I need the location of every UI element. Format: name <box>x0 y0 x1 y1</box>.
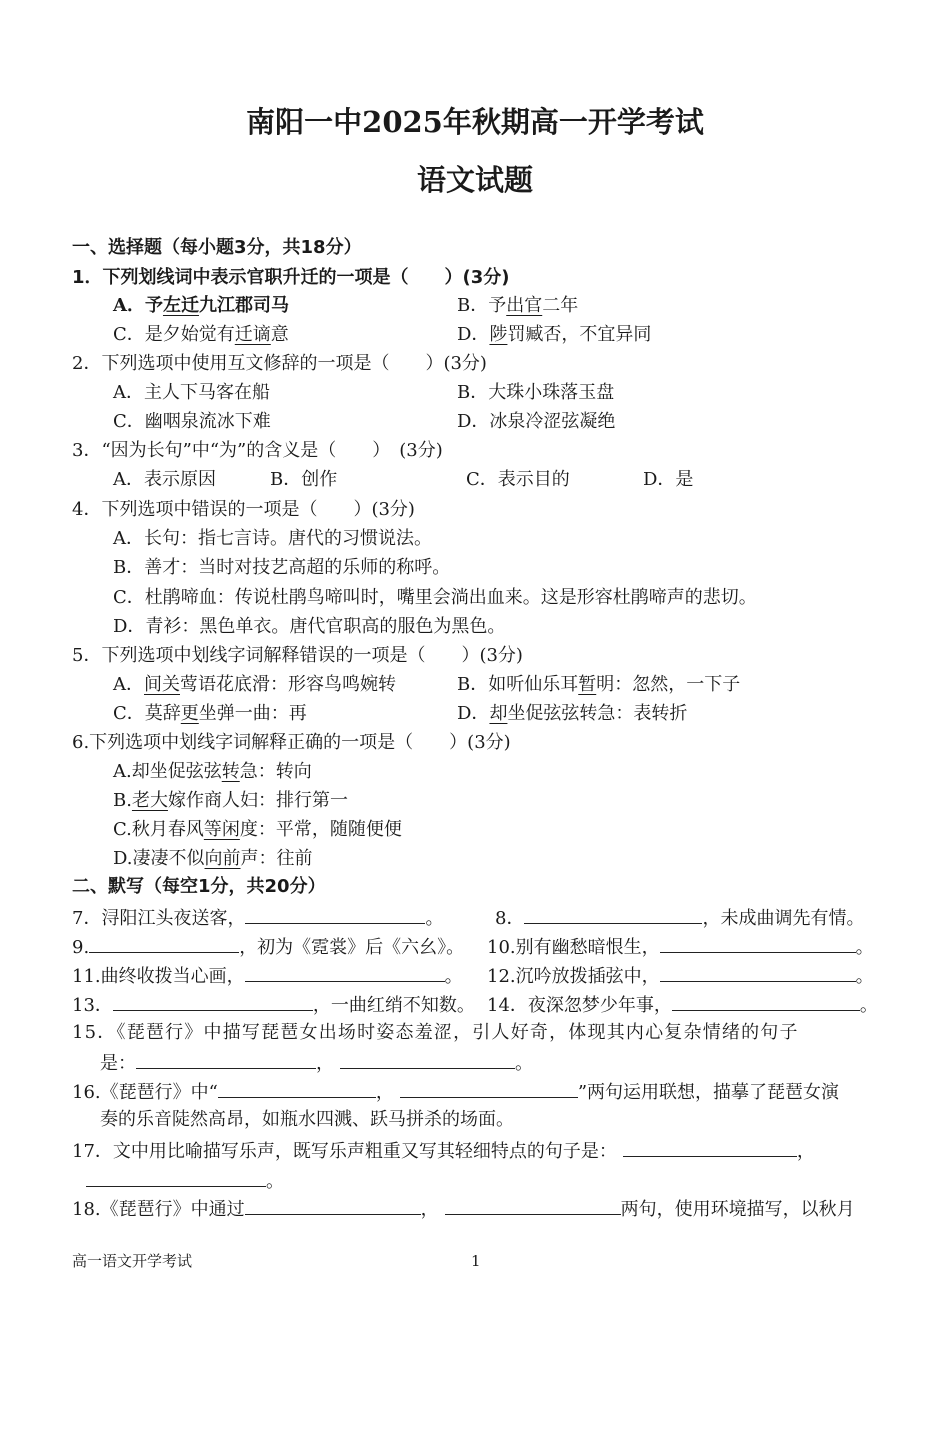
question-1-option-d: D．陟罚臧否，不宜异同 <box>457 324 652 345</box>
answer-blank[interactable] <box>113 992 313 1011</box>
question-4-option-b: B．善才：当时对技艺高超的乐师的称呼。 <box>113 557 451 578</box>
answer-blank[interactable] <box>89 934 239 953</box>
question-16-continued: 奏的乐音陡然高昂，如瓶水四溅、跃马拼杀的场面。 <box>100 1109 514 1130</box>
question-5-option-d: D．却坐促弦弦转急：表转折 <box>457 703 688 724</box>
answer-blank[interactable] <box>218 1079 376 1098</box>
question-10: 10.别有幽愁暗恨生， 。 <box>487 934 874 960</box>
question-3-option-b: B．创作 <box>270 469 338 490</box>
answer-blank[interactable] <box>245 1196 421 1215</box>
question-16: 16.《琵琶行》中“ ， ”两句运用联想，描摹了琵琶女演 <box>72 1079 839 1105</box>
question-1-option-b: B．予出官二年 <box>457 295 579 316</box>
section-heading-dictation: 二、默写（每空1分，共20分） <box>72 876 326 897</box>
question-5-stem: 5．下列选项中划线字词解释错误的一项是（ ）(3分) <box>72 645 523 666</box>
answer-blank[interactable] <box>136 1050 316 1069</box>
answer-blank[interactable] <box>445 1196 621 1215</box>
question-6-option-c: C.秋月春风等闲度：平常，随随便便 <box>113 819 402 840</box>
question-4-stem: 4．下列选项中错误的一项是（ ）(3分) <box>72 499 415 520</box>
answer-blank[interactable] <box>245 963 445 982</box>
question-3-stem: 3．“因为长句”中“为”的含义是（ ） (3分) <box>72 440 443 461</box>
section-heading-choice: 一、选择题（每小题3分，共18分） <box>72 237 362 258</box>
question-4-option-c: C．杜鹃啼血：传说杜鹃鸟啼叫时，嘴里会淌出血来。这是形容杜鹃啼声的悲切。 <box>113 587 757 608</box>
question-6-option-a: A.却坐促弦弦转急：转向 <box>113 761 312 782</box>
question-6-stem: 6.下列选项中划线字词解释正确的一项是（ ）(3分) <box>72 732 511 753</box>
question-17-continued: 。 <box>86 1168 284 1194</box>
answer-blank[interactable] <box>660 934 856 953</box>
answer-blank[interactable] <box>245 905 425 924</box>
answer-blank[interactable] <box>86 1168 266 1187</box>
question-12: 12.沉吟放拨插弦中， 。 <box>487 963 874 989</box>
question-5-option-c: C．莫辞更坐弹一曲：再 <box>113 703 307 724</box>
question-1-option-c: C．是夕始觉有迁谪意 <box>113 324 289 345</box>
question-2-option-b: B．大珠小珠落玉盘 <box>457 382 615 403</box>
question-2-option-c: C．幽咽泉流冰下难 <box>113 411 271 432</box>
answer-blank[interactable] <box>524 905 702 924</box>
question-13: 13． ，一曲红绡不知数。 <box>72 992 475 1018</box>
answer-blank[interactable] <box>340 1050 515 1069</box>
question-6-option-d: D.凄凄不似向前声：往前 <box>113 848 313 869</box>
answer-blank[interactable] <box>660 963 856 982</box>
question-3-option-a: A．表示原因 <box>113 469 216 490</box>
answer-blank[interactable] <box>623 1138 797 1157</box>
question-7: 7．浔阳江头夜送客， 。 <box>72 905 443 931</box>
question-15-text: 15．《琵琶行》中描写琵琶女出场时姿态羞涩，引人好奇，体现其内心复杂情绪的句子 <box>72 1022 799 1043</box>
question-18: 18.《琵琶行》中通过 ， 两句，使用环境描写，以秋月 <box>72 1196 855 1222</box>
question-2-option-a: A．主人下马客在船 <box>113 382 270 403</box>
question-5-option-b: B．如听仙乐耳暂明：忽然，一下子 <box>457 674 741 695</box>
question-3-option-c: C．表示目的 <box>466 469 570 490</box>
question-3-option-d: D．是 <box>643 469 694 490</box>
footer-exam-name: 高一语文开学考试 <box>72 1252 193 1270</box>
question-8: 8． ，未成曲调先有情。 <box>495 905 864 931</box>
question-5-option-a: A．间关莺语花底滑：形容鸟鸣婉转 <box>113 674 396 695</box>
question-4-option-d: D．青衫：黑色单衣。唐代官职高的服色为黑色。 <box>113 616 506 637</box>
question-17: 17．文中用比喻描写乐声，既写乐声粗重又写其轻细特点的句子是： ， <box>72 1138 815 1164</box>
answer-blank[interactable] <box>672 992 860 1011</box>
exam-title: 南阳一中2025年秋期高一开学考试 <box>246 105 704 139</box>
question-15-answer-line: 是： ， 。 <box>100 1050 533 1076</box>
question-2-stem: 2．下列选项中使用互文修辞的一项是（ ）(3分) <box>72 353 487 374</box>
question-2-option-d: D．冰泉冷涩弦凝绝 <box>457 411 616 432</box>
question-14: 14．夜深忽梦少年事， 。 <box>487 992 878 1018</box>
question-9: 9. ，初为《霓裳》后《六幺》。 <box>72 934 464 960</box>
question-11: 11.曲终收拨当心画， 。 <box>72 963 463 989</box>
question-6-option-b: B.老大嫁作商人妇：排行第一 <box>113 790 348 811</box>
answer-blank[interactable] <box>400 1079 578 1098</box>
question-4-option-a: A．长句：指七言诗。唐代的习惯说法。 <box>113 528 432 549</box>
question-1-stem: 1．下列划线词中表示官职升迁的一项是（ ）(3分) <box>72 267 510 288</box>
page-number: 1 <box>471 1252 481 1270</box>
question-1-option-a: A．予左迁九江郡司马 <box>113 295 289 316</box>
exam-subtitle: 语文试题 <box>416 163 533 197</box>
